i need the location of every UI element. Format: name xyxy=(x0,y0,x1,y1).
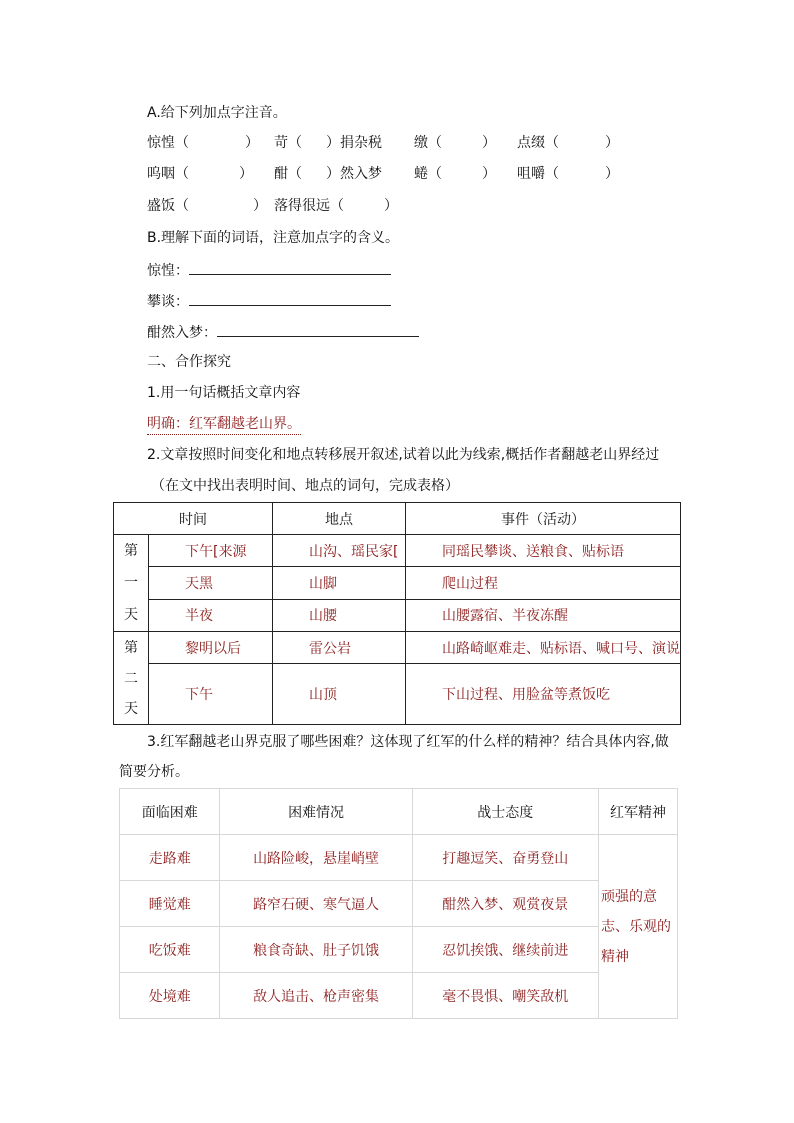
situation-cell: 山路险峻，悬崖峭壁 xyxy=(220,835,412,881)
place-cell: 山沟、瑶民家[ xyxy=(273,535,406,567)
question-2-line2: （在文中找出表明时间、地点的词句，完成表格） xyxy=(151,478,459,494)
event-cell: 下山过程、用脸盆等煮饭吃 xyxy=(406,664,681,725)
day-label-1: 第 一 天 xyxy=(114,535,149,632)
time-cell: 下午 xyxy=(149,664,273,725)
difficulty-cell: 吃饭难 xyxy=(120,927,220,973)
route-table xyxy=(113,502,681,725)
time-cell: 黎明以后 xyxy=(149,632,273,664)
pinyin-item: 咀嚼（ ） xyxy=(517,166,619,182)
event-cell: 山路崎岖难走、贴标语、喊口号、演说 xyxy=(406,632,681,664)
pinyin-item: 苛（ ）捐杂税 xyxy=(274,135,382,151)
table-header: 困难情况 xyxy=(220,789,412,835)
question-3-line2: 简要分析。 xyxy=(119,764,189,780)
event-cell: 爬山过程 xyxy=(406,567,681,599)
day-label-2: 第 二 天 xyxy=(114,632,149,725)
difficulty-table xyxy=(119,788,678,1019)
time-cell: 天黑 xyxy=(149,567,273,599)
table-header-row xyxy=(120,789,678,835)
section-b-title: B.理解下面的词语，注意加点字的含义。 xyxy=(147,230,400,246)
table-header: 事件（活动） xyxy=(406,503,681,535)
question-3-line1: 3.红军翻越老山界克服了哪些困难？这体现了红军的什么样的精神？结合具体内容,做 xyxy=(147,734,669,750)
place-cell: 山顶 xyxy=(273,664,406,725)
attitude-cell: 打趣逗笑、奋勇登山 xyxy=(412,835,598,881)
table-header: 面临困难 xyxy=(120,789,220,835)
table-row xyxy=(114,599,681,631)
attitude-cell: 毫不畏惧、嘲笑敌机 xyxy=(412,973,598,1019)
table-header: 地点 xyxy=(273,503,406,535)
question-1: 1.用一句话概括文章内容 xyxy=(147,385,301,401)
pinyin-item: 落得很远（ ） xyxy=(274,198,398,214)
table-row xyxy=(114,567,681,599)
table-row xyxy=(120,881,678,927)
place-cell: 雷公岩 xyxy=(273,632,406,664)
definition-item: 酣然入梦： xyxy=(147,322,419,342)
pinyin-item: 酣（ ）然入梦 xyxy=(274,166,382,182)
answer-line[interactable] xyxy=(189,291,391,306)
time-cell: 下午[来源 xyxy=(149,535,273,567)
situation-cell: 敌人追击、枪声密集 xyxy=(220,973,412,1019)
pinyin-item: 缴（ ） xyxy=(414,135,496,151)
pinyin-item: 惊惶（ ） xyxy=(147,135,259,151)
situation-cell: 粮食奇缺、肚子饥饿 xyxy=(220,927,412,973)
table-header: 时间 xyxy=(114,503,273,535)
table-row xyxy=(120,835,678,881)
attitude-cell: 酣然入梦、观赏夜景 xyxy=(412,881,598,927)
difficulty-cell: 睡觉难 xyxy=(120,881,220,927)
difficulty-cell: 处境难 xyxy=(120,973,220,1019)
difficulty-cell: 走路难 xyxy=(120,835,220,881)
situation-cell: 路窄石硬、寒气逼人 xyxy=(220,881,412,927)
spirit-cell: 顽强的意志、乐观的精神 xyxy=(598,835,677,1019)
table-row xyxy=(120,973,678,1019)
answer-1: 明确：红军翻越老山界。 xyxy=(147,415,301,435)
answer-line[interactable] xyxy=(217,322,419,337)
part2-title: 二、合作探究 xyxy=(147,354,231,370)
pinyin-item: 点缀（ ） xyxy=(517,135,619,151)
pinyin-item: 呜咽（ ） xyxy=(147,166,253,182)
section-a-title: A.给下列加点字注音。 xyxy=(147,105,287,121)
place-cell: 山腰 xyxy=(273,599,406,631)
question-2-line1: 2.文章按照时间变化和地点转移展开叙述,试着以此为线索,概括作者翻越老山界经过 xyxy=(147,447,660,463)
event-cell: 山腰露宿、半夜冻醒 xyxy=(406,599,681,631)
definition-item: 惊惶： xyxy=(147,260,391,280)
definition-item: 攀谈： xyxy=(147,291,391,311)
table-row xyxy=(114,632,681,664)
pinyin-item: 蜷（ ） xyxy=(414,166,496,182)
answer-line[interactable] xyxy=(189,260,391,275)
attitude-cell: 忍饥挨饿、继续前进 xyxy=(412,927,598,973)
table-header: 战士态度 xyxy=(412,789,598,835)
place-cell: 山脚 xyxy=(273,567,406,599)
time-cell: 半夜 xyxy=(149,599,273,631)
table-row xyxy=(114,535,681,567)
table-row xyxy=(114,664,681,725)
pinyin-item: 盛饭（ ） xyxy=(147,198,267,214)
table-row xyxy=(120,927,678,973)
table-header: 红军精神 xyxy=(598,789,677,835)
event-cell: 同瑶民攀谈、送粮食、贴标语 xyxy=(406,535,681,567)
